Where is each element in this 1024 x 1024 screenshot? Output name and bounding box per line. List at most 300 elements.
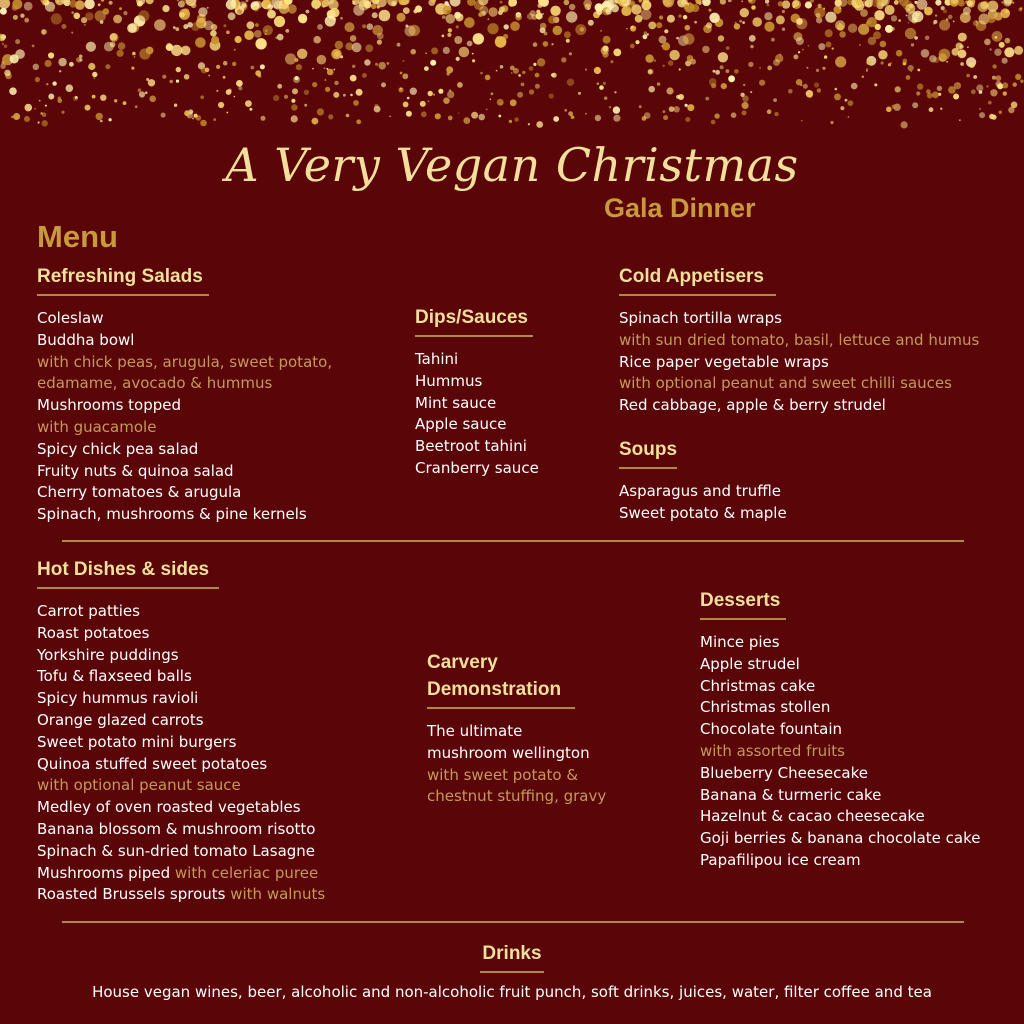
glitter-dot (48, 52, 54, 58)
glitter-dot (690, 59, 696, 65)
item-text: Blueberry Cheesecake (700, 763, 868, 782)
glitter-dot (1, 61, 4, 64)
glitter-dot (425, 53, 427, 55)
menu-item (700, 785, 980, 807)
menu-item (37, 754, 325, 776)
glitter-dot (228, 12, 236, 20)
glitter-dot (267, 10, 276, 19)
glitter-dot (20, 14, 24, 18)
glitter-dot (420, 101, 426, 107)
glitter-dot (442, 15, 446, 19)
item-text: mushroom wellington (427, 743, 590, 762)
glitter-dot (533, 63, 536, 66)
glitter-dot (448, 28, 452, 32)
glitter-dot (59, 70, 61, 72)
glitter-dot (1015, 74, 1021, 80)
glitter-dot (978, 2, 989, 13)
glitter-dot (379, 10, 391, 22)
glitter-dot (782, 0, 790, 8)
glitter-dot (553, 116, 559, 122)
glitter-dot (898, 19, 901, 22)
glitter-dot (639, 0, 642, 3)
glitter-dot (33, 64, 39, 70)
glitter-dot (511, 72, 513, 74)
glitter-dot (995, 81, 1001, 87)
glitter-dot (381, 82, 386, 87)
glitter-dot (705, 97, 709, 101)
glitter-dot (817, 88, 821, 92)
glitter-dot (488, 18, 490, 20)
glitter-dot (38, 121, 40, 123)
glitter-dot (818, 4, 822, 8)
glitter-dot (433, 94, 435, 96)
glitter-dot (377, 40, 382, 45)
glitter-dot (377, 5, 380, 8)
glitter-dot (118, 42, 126, 50)
glitter-dot (767, 109, 772, 114)
glitter-dot (234, 96, 236, 98)
glitter-dot (458, 112, 460, 114)
item-text: Hummus (415, 371, 483, 390)
glitter-dot (602, 51, 608, 57)
glitter-dot (917, 83, 923, 89)
glitter-dot (364, 59, 370, 65)
item-text: Tahini (415, 350, 459, 368)
glitter-dot (726, 46, 730, 50)
item-text: Sweet potato mini burgers (37, 732, 237, 751)
glitter-dot (284, 95, 288, 99)
glitter-dot (375, 63, 378, 66)
glitter-dot (132, 52, 136, 56)
glitter-dot (447, 91, 454, 98)
glitter-dot (973, 75, 977, 79)
menu-item (37, 645, 325, 667)
glitter-dot (873, 31, 881, 39)
glitter-dot (835, 56, 846, 67)
glitter-dot (834, 93, 841, 100)
glitter-dot (478, 114, 485, 121)
section-salads (37, 263, 332, 526)
glitter-dot (537, 58, 545, 66)
glitter-dot (564, 31, 571, 38)
glitter-dot (605, 8, 611, 14)
glitter-dot (317, 24, 323, 30)
glitter-dot (979, 112, 985, 118)
glitter-dot (340, 17, 343, 20)
glitter-dot (84, 0, 94, 9)
glitter-dot (595, 3, 603, 11)
glitter-dot (905, 4, 915, 14)
heading-line: Carvery (427, 652, 498, 673)
menu-item (619, 308, 979, 330)
glitter-dot (236, 80, 243, 87)
item-text: Chocolate fountain (700, 720, 843, 739)
menu-item (37, 482, 332, 504)
item-text: with assorted fruits (700, 741, 845, 760)
glitter-dot (293, 76, 300, 83)
glitter-dot (668, 60, 674, 66)
section-heading: Cold Appetisers (619, 263, 776, 296)
glitter-dot (742, 21, 745, 24)
glitter-dot (569, 52, 572, 55)
glitter-dot (1001, 1, 1003, 3)
menu-item (37, 395, 332, 417)
glitter-dot (778, 1, 783, 6)
glitter-dot (187, 22, 193, 28)
glitter-dot (459, 47, 470, 58)
glitter-dot (774, 112, 778, 116)
glitter-dot (647, 33, 649, 35)
glitter-dot (324, 67, 326, 69)
glitter-dot (234, 49, 236, 51)
glitter-dot (750, 45, 753, 48)
glitter-dot (840, 7, 842, 9)
glitter-dot (867, 17, 877, 27)
item-text: with optional peanut and sweet chilli sauces (619, 374, 952, 393)
glitter-dot (1004, 47, 1014, 57)
glitter-dot (135, 105, 138, 108)
menu-item (619, 352, 979, 374)
item-text: Carrot patties (37, 602, 140, 620)
glitter-dot (398, 87, 403, 92)
glitter-dot (548, 16, 556, 24)
glitter-dot (734, 69, 739, 74)
glitter-dot (959, 44, 963, 48)
glitter-dot (656, 22, 662, 28)
glitter-dot (267, 8, 270, 11)
glitter-dot (685, 117, 690, 122)
section-soups (619, 436, 787, 525)
glitter-dot (499, 7, 505, 13)
glitter-dot (989, 114, 994, 119)
glitter-dot (145, 91, 148, 94)
section-appetisers (619, 263, 979, 417)
glitter-dot (138, 10, 149, 21)
glitter-dot (461, 15, 463, 17)
glitter-dot (92, 95, 96, 99)
glitter-dot (238, 86, 242, 90)
glitter-dot (673, 106, 679, 112)
glitter-dot (232, 62, 236, 66)
glitter-dot (939, 49, 950, 60)
glitter-dot (793, 5, 796, 8)
glitter-dot (832, 47, 834, 49)
glitter-dot (304, 90, 309, 95)
glitter-dot (449, 89, 451, 91)
glitter-dot (263, 25, 273, 35)
glitter-dot (490, 98, 492, 100)
glitter-dot (1002, 82, 1008, 88)
glitter-dot (940, 108, 942, 110)
glitter-dot (566, 39, 570, 43)
glitter-dot (317, 55, 327, 65)
glitter-dot (529, 66, 534, 71)
glitter-dot (61, 111, 64, 114)
glitter-dot (662, 42, 670, 50)
glitter-dot (352, 43, 362, 53)
glitter-dot (793, 54, 798, 59)
menu-item-note (619, 373, 979, 395)
glitter-dot (816, 17, 822, 23)
item-text: Apple strudel (700, 654, 800, 673)
page-subtitle: Gala Dinner (604, 193, 756, 223)
drinks-description: House vegan wines, beer, alcoholic and non-alcoholic fruit punch, soft drinks, juices, water, filter coffee and tea (92, 983, 932, 1001)
glitter-dot (715, 70, 720, 75)
glitter-dot (463, 117, 470, 124)
glitter-dot (247, 21, 255, 29)
glitter-dot (410, 49, 416, 55)
glitter-dot (657, 82, 660, 85)
glitter-dot (450, 0, 461, 7)
glitter-dot (521, 83, 525, 87)
glitter-dot (664, 29, 668, 33)
glitter-dot (356, 89, 363, 96)
glitter-dot (200, 95, 204, 99)
glitter-dot (311, 0, 321, 9)
glitter-dot (764, 12, 772, 20)
item-text: edamame, avocado & hummus (37, 374, 273, 393)
item-text: chestnut stuffing, gravy (427, 787, 607, 806)
glitter-dot (749, 35, 756, 42)
glitter-dot (79, 58, 82, 61)
item-list (37, 308, 332, 526)
glitter-dot (645, 54, 653, 62)
glitter-dot (709, 13, 719, 23)
glitter-dot (571, 115, 575, 119)
glitter-dot (987, 15, 995, 23)
glitter-dot (61, 24, 66, 29)
glitter-dot (782, 10, 785, 13)
glitter-dot (84, 24, 86, 26)
glitter-dot (711, 83, 716, 88)
glitter-dot (989, 48, 991, 50)
item-text: with optional peanut sauce (37, 776, 241, 795)
glitter-dot (274, 16, 285, 27)
glitter-dot (952, 48, 960, 56)
glitter-dot (430, 60, 436, 66)
menu-item (619, 503, 787, 525)
glitter-dot (171, 45, 182, 56)
glitter-dot (4, 70, 11, 77)
glitter-dot (100, 120, 103, 123)
item-text: with chick peas, arugula, sweet potato, (37, 352, 333, 371)
glitter-dot (517, 92, 523, 98)
glitter-dot (536, 121, 543, 128)
glitter-dot (42, 120, 48, 126)
glitter-dot (971, 89, 976, 94)
glitter-dot (676, 37, 679, 40)
glitter-dot (428, 100, 430, 102)
glitter-dot (255, 23, 259, 27)
glitter-dot (0, 34, 6, 40)
glitter-dot (683, 33, 694, 44)
glitter-dot (85, 105, 91, 111)
glitter-dot (403, 7, 410, 14)
glitter-dot (325, 16, 336, 27)
glitter-dot (530, 10, 536, 16)
glitter-dot (535, 73, 540, 78)
glitter-dot (644, 31, 647, 34)
glitter-dot (109, 118, 112, 121)
section-dips (415, 304, 539, 480)
glitter-dot (911, 43, 914, 46)
glitter-dot (367, 23, 374, 30)
glitter-dot (518, 74, 521, 77)
glitter-dot (24, 116, 30, 122)
glitter-dot (798, 51, 800, 53)
glitter-dot (575, 24, 586, 35)
glitter-dot (58, 98, 63, 103)
glitter-dot (39, 100, 41, 102)
glitter-dot (93, 77, 95, 79)
glitter-dot (223, 76, 226, 79)
glitter-dot (718, 52, 728, 62)
glitter-dot (613, 115, 620, 122)
item-text: Buddha bowl (37, 330, 135, 349)
glitter-dot (648, 86, 655, 93)
glitter-dot (711, 120, 716, 125)
glitter-dot (937, 86, 942, 91)
menu-item (415, 436, 539, 458)
glitter-dot (431, 47, 438, 54)
glitter-dot (824, 55, 827, 58)
glitter-dot (764, 22, 774, 32)
glitter-dot (174, 104, 177, 107)
menu-item (415, 414, 539, 436)
glitter-dot (886, 107, 892, 113)
glitter-dot (387, 0, 398, 6)
glitter-dot (874, 10, 884, 20)
glitter-dot (105, 64, 110, 69)
glitter-dot (428, 91, 433, 96)
glitter-dot (948, 86, 956, 94)
glitter-dot (322, 0, 329, 7)
glitter-dot (967, 0, 973, 6)
glitter-dot (10, 54, 19, 63)
glitter-dot (510, 66, 515, 71)
glitter-dot (448, 116, 453, 121)
glitter-dot (66, 84, 74, 92)
glitter-dot (200, 120, 207, 127)
item-list (700, 632, 980, 872)
item-text: Red cabbage, apple & berry strudel (619, 396, 886, 415)
glitter-dot (328, 0, 338, 10)
glitter-dot (588, 20, 594, 26)
glitter-dot (666, 87, 673, 94)
menu-item (415, 393, 539, 415)
glitter-dot (472, 53, 474, 55)
section-heading: Drinks (480, 940, 544, 973)
glitter-dot (317, 108, 324, 115)
glitter-dot (835, 88, 838, 91)
glitter-dot (15, 39, 20, 44)
item-text: Roast potatoes (37, 623, 150, 642)
glitter-dot (694, 21, 697, 24)
glitter-dot (154, 19, 166, 31)
glitter-dot (446, 14, 456, 24)
glitter-dot (939, 20, 950, 31)
glitter-dot (74, 13, 81, 20)
glitter-dot (933, 20, 937, 24)
glitter-dot (566, 11, 577, 22)
glitter-dot (663, 115, 668, 120)
glitter-dot (246, 0, 249, 2)
menu-item (427, 721, 606, 743)
glitter-dot (564, 109, 567, 112)
glitter-dot (860, 9, 868, 17)
glitter-dot (71, 11, 74, 14)
glitter-dot (356, 119, 361, 124)
glitter-dot (822, 67, 825, 70)
glitter-dot (976, 21, 978, 23)
menu-item (37, 308, 332, 330)
item-text: Goji berries & banana chocolate cake (700, 829, 981, 848)
item-text: Apple sauce (415, 415, 507, 434)
glitter-dot (663, 65, 665, 67)
section-heading (427, 649, 575, 709)
glitter-dot (958, 83, 960, 85)
glitter-dot (400, 72, 403, 75)
glitter-dot (881, 61, 884, 64)
glitter-dot (480, 72, 483, 75)
item-text: Yorkshire puddings (37, 645, 179, 664)
glitter-dot (176, 67, 181, 72)
item-text: Papafilipou ice cream (700, 850, 861, 869)
glitter-dot (1020, 7, 1022, 9)
glitter-dot (292, 88, 298, 94)
glitter-dot (929, 107, 934, 112)
item-text: Fruity nuts & quinoa salad (37, 461, 234, 480)
glitter-dot (866, 60, 871, 65)
glitter-dot (184, 110, 190, 116)
glitter-dot (903, 59, 908, 64)
glitter-dot (706, 4, 708, 6)
glitter-dot (403, 102, 409, 108)
glitter-dot (553, 26, 563, 36)
glitter-dot (326, 68, 328, 70)
glitter-dot (103, 8, 110, 15)
glitter-dot (304, 104, 307, 107)
glitter-dot (69, 62, 74, 67)
glitter-dot (984, 39, 991, 46)
glitter-dot (486, 109, 488, 111)
glitter-dot (226, 89, 232, 95)
glitter-dot (908, 65, 914, 71)
glitter-dot (471, 112, 478, 119)
glitter-dot (767, 66, 772, 71)
glitter-dot (906, 75, 911, 80)
glitter-dot (901, 121, 908, 128)
glitter-dot (643, 34, 648, 39)
glitter-dot (999, 111, 1002, 114)
menu-item-note (700, 741, 980, 763)
glitter-dot (472, 59, 475, 62)
glitter-dot (595, 115, 601, 121)
menu-item (700, 676, 980, 698)
menu-item (37, 439, 332, 461)
menu-item-note (37, 352, 332, 374)
glitter-dot (858, 24, 869, 35)
glitter-dot (803, 84, 808, 89)
glitter-dot (765, 0, 769, 4)
glitter-dot (742, 102, 749, 109)
glitter-dot (892, 105, 896, 109)
glitter-dot (891, 15, 897, 21)
glitter-dot (631, 26, 634, 29)
glitter-dot (910, 71, 912, 73)
glitter-dot (641, 0, 651, 10)
glitter-dot (782, 28, 785, 31)
